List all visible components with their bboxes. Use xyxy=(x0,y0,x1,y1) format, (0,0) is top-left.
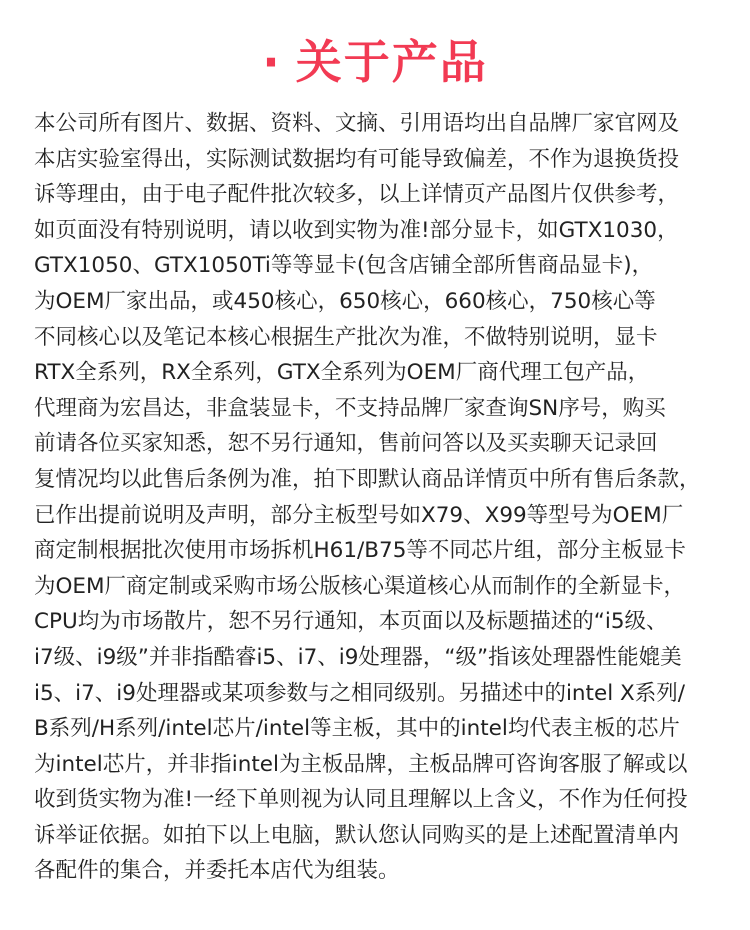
disclaimer-line: 诉举证依据。如拍下以上电脑，默认您认同购买的是上述配置清单内 xyxy=(34,822,680,848)
disclaimer-line: 代理商为宏昌达，非盒装显卡，不支持品牌厂家查询SN序号，购买 xyxy=(34,395,666,421)
disclaimer-line: 复情况均以此售后条例为准，拍下即默认商品详情页中所有售后条款， xyxy=(34,466,701,492)
disclaimer-line: 前请各位买家知悉，恕不另行通知，售前问答以及买卖聊天记录回 xyxy=(34,431,658,457)
disclaimer-line: 为OEM厂商定制或采购市场公版核心渠道核心从而制作的全新显卡， xyxy=(34,573,686,599)
disclaimer-line: 为intel芯片，并非指intel为主板品牌，主板品牌可咨询客服了解或以 xyxy=(34,751,688,777)
title-text: 关于产品 xyxy=(295,35,488,89)
disclaimer-line: 已作出提前说明及声明，部分主板型号如X79、X99等型号为OEM厂 xyxy=(34,502,684,528)
disclaimer-line: RTX全系列，RX全系列，GTX全系列为OEM厂商代理工包产品， xyxy=(34,360,650,386)
disclaimer-line: 为OEM厂家出品，或450核心，650核心，660核心，750核心等 xyxy=(34,288,656,314)
disclaimer-line: 收到货实物为准!一经下单则视为认同且理解以上含义，不作为任何投 xyxy=(34,787,688,813)
disclaimer-line: B系列/H系列/intel芯片/intel等主板，其中的intel均代表主板的芯片 xyxy=(34,716,680,742)
disclaimer-line: 各配件的集合，并委托本店代为组装。 xyxy=(34,858,400,884)
disclaimer-line: 如页面没有特别说明，请以收到实物为准!部分显卡，如GTX1030， xyxy=(34,217,679,243)
disclaimer-line: 本公司所有图片、数据、资料、文摘、引用语均出自品牌厂家官网及 xyxy=(34,111,680,136)
disclaimer-line: 商定制根据批次使用市场拆机H61/B75等不同芯片组，部分主板显卡 xyxy=(34,538,686,564)
title-bullet: · xyxy=(262,35,282,89)
disclaimer-line: i7级、i9级”并非指酷睿i5、i7、i9处理器，“级”指该处理器性能媲美 xyxy=(34,644,682,670)
page-title xyxy=(0,32,750,92)
disclaimer-line: CPU均为市场散片，恕不另行通知，本页面以及标题描述的“i5级、 xyxy=(34,609,668,635)
disclaimer-line: 不同核心以及笔记本核心根据生产批次为准，不做特别说明，显卡 xyxy=(34,324,658,350)
disclaimer-line: GTX1050、GTX1050Ti等等显卡(包含店铺全部所售商品显卡)， xyxy=(34,253,654,279)
disclaimer-line: i5、i7、i9处理器或某项参数与之相同级别。另描述中的intel X系列/ xyxy=(34,680,685,706)
disclaimer-line: 诉等理由，由于电子配件批次较多，以上详情页产品图片仅供参考， xyxy=(34,182,680,208)
disclaimer-line: 本店实验室得出，实际测试数据均有可能导致偏差，不作为退换货投 xyxy=(34,146,680,172)
disclaimer-body xyxy=(34,106,724,889)
